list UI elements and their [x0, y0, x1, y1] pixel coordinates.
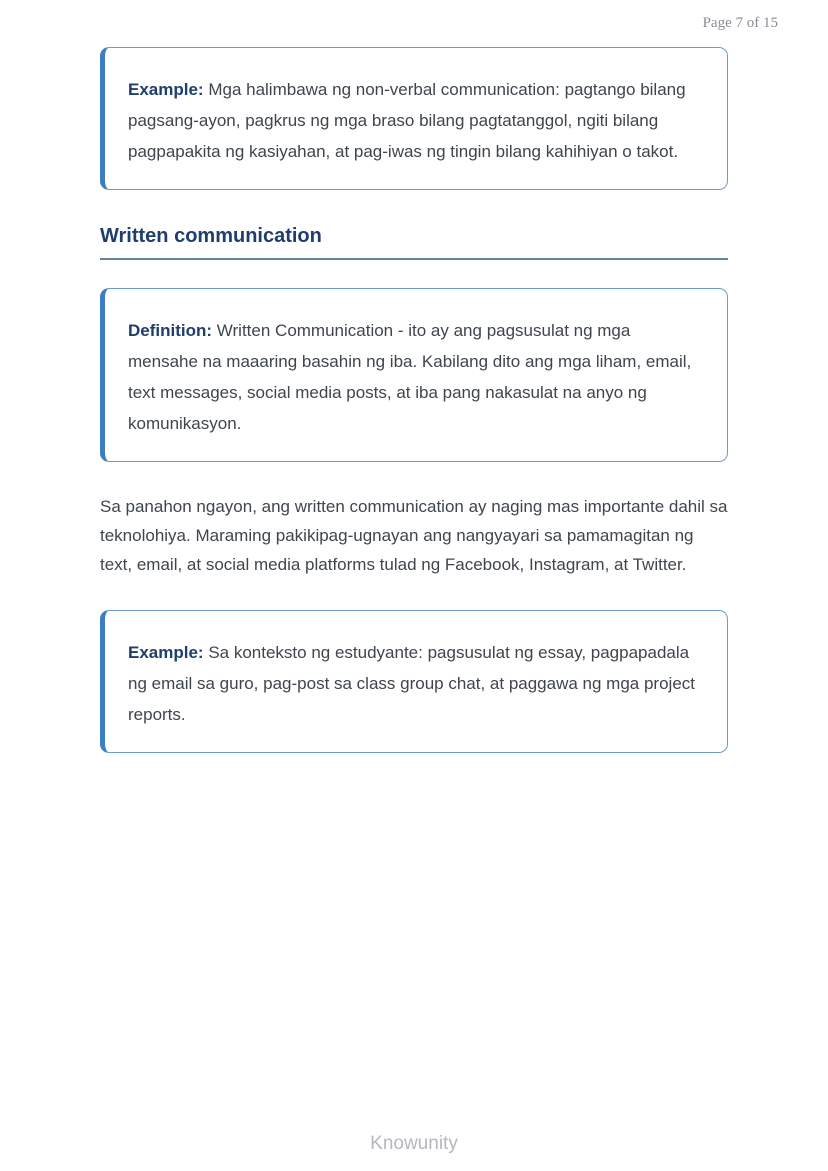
definition-callout-written-communication	[100, 288, 728, 462]
example-text: Mga halimbawa ng non-verbal communication: pagtango bilang pagsang-ayon, pagkrus ng mga braso bilang pagtatanggol, ngiti bilang pagpapakita ng kasiyahan, at pag-iwas ng tingin bilang kahihiyan o takot.	[128, 80, 686, 161]
section-heading-written-communication: Written communication	[100, 225, 322, 247]
example-label: Example:	[128, 80, 204, 99]
example-label: Example:	[128, 643, 204, 662]
definition-label: Definition:	[128, 321, 213, 340]
body-paragraph: Sa panahon ngayon, ang written communication ay naging mas importante dahil sa teknolohiya. Maraming pakikipag-ugnayan ang nangyayari sa pamamagitan ng text, email, at social media platforms tulad ng Facebook, Instagram, at Twitter.	[100, 497, 728, 574]
footer-brand-watermark: Knowunity	[370, 1133, 458, 1154]
spacer	[100, 260, 728, 288]
example-text: Sa konteksto ng estudyante: pagsusulat ng essay, pagpapadala ng email sa guro, pag-post sa class group chat, at paggawa ng mga project reports.	[128, 643, 696, 724]
definition-text: Written Communication - ito ay ang pagsusulat ng mga mensahe na maaaring basahin ng iba. Kabilang dito ang mga liham, email, text messages, social media posts, at iba pang nakasulat na anyo ng komunikasyon.	[128, 321, 692, 433]
document-content	[100, 47, 728, 753]
page-number-indicator: Page 7 of 15	[702, 15, 778, 31]
example-callout-student-context	[100, 610, 728, 753]
example-callout-nonverbal	[100, 47, 728, 190]
